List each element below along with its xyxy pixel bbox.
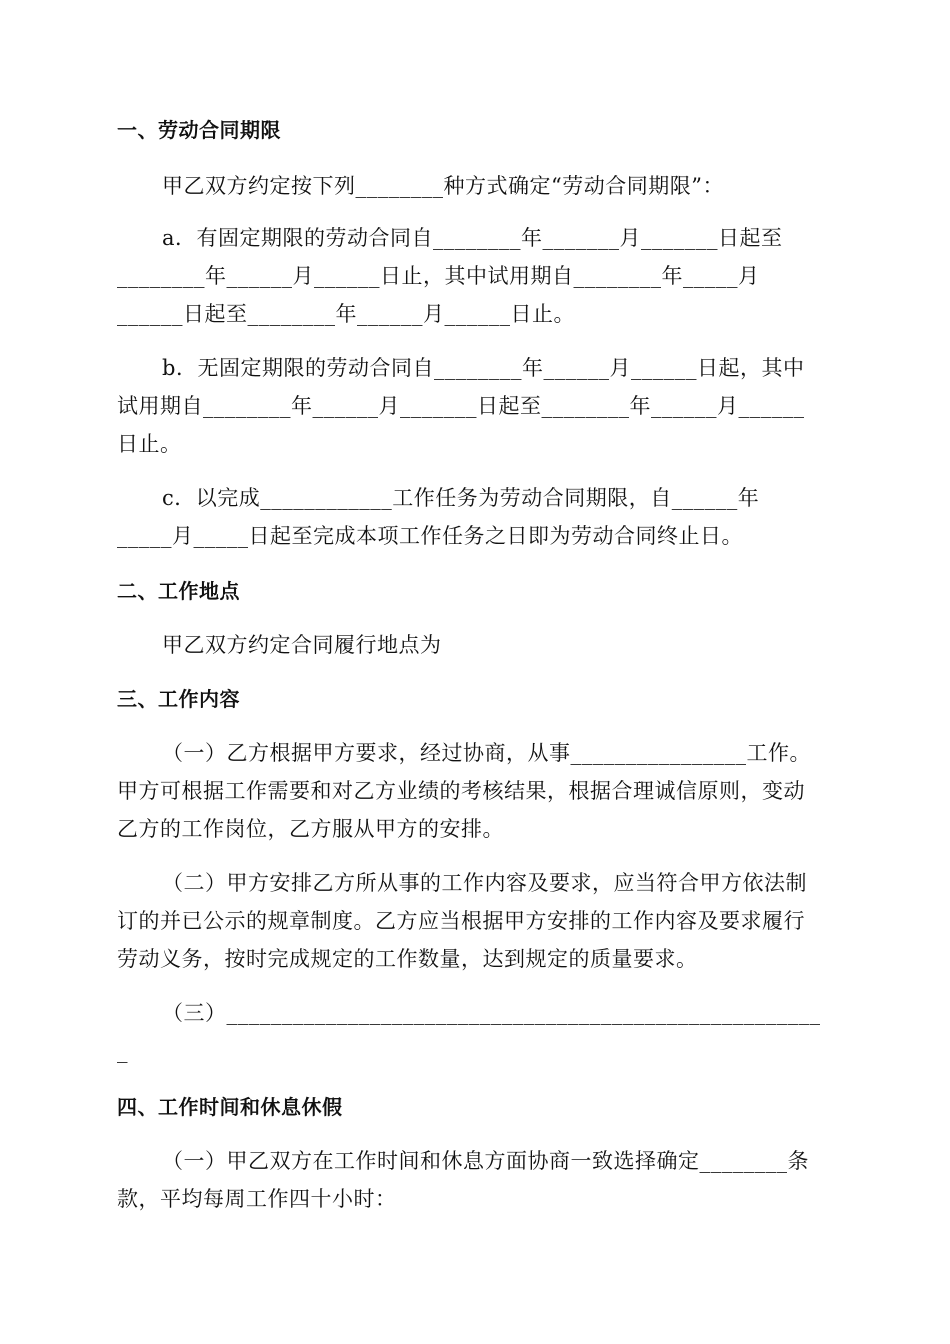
term-option-a-line-2: ________年______月______日止，其中试用期自________年_____月: [117, 264, 760, 288]
section-3-item-3-line-1: （三）______________________________________________________: [162, 1001, 821, 1025]
section-3-item-1-line-1: （一）乙方根据甲方要求，经过协商，从事________________工作。: [162, 741, 811, 765]
section-3-item-1-line-3: 乙方的工作岗位，乙方服从甲方的安排。: [117, 817, 504, 841]
section-4-item-1-line-2: 款，平均每周工作四十小时：: [117, 1187, 397, 1211]
section-3-heading: 三、工作内容: [117, 687, 240, 711]
term-option-a-line-1: a．有固定期限的劳动合同自________年_______月_______日起至: [162, 226, 783, 250]
section-2-heading: 二、工作地点: [117, 579, 240, 603]
section-3-item-3-line-2: _: [117, 1039, 128, 1063]
term-option-b-line-1: b．无固定期限的劳动合同自________年______月______日起，其中: [162, 356, 805, 380]
section-2-paragraph: 甲乙双方约定合同履行地点为: [162, 633, 442, 657]
term-option-c-line-1: c．以完成____________工作任务为劳动合同期限，自______年: [162, 486, 760, 510]
section-3-item-2-line-1: （二）甲方安排乙方所从事的工作内容及要求，应当符合甲方依法制: [162, 871, 807, 895]
term-option-c-line-2: _____月_____日起至完成本项工作任务之日即为劳动合同终止日。: [117, 524, 743, 548]
section-4-item-1-line-1: （一）甲乙双方在工作时间和休息方面协商一致选择确定________条: [162, 1149, 809, 1173]
term-option-a-line-3: ______日起至________年______月______日止。: [117, 302, 575, 326]
section-3-item-2-line-2: 订的并已公示的规章制度。乙方应当根据甲方安排的工作内容及要求履行: [117, 909, 805, 933]
section-3-item-1-line-2: 甲方可根据工作需要和对乙方业绩的考核结果，根据合理诚信原则，变动: [117, 779, 805, 803]
term-option-b-line-2: 试用期自________年______月_______日起至________年______月______: [117, 394, 805, 418]
term-option-b-line-3: 日止。: [117, 432, 182, 456]
section-3-item-2-line-3: 劳动义务，按时完成规定的工作数量，达到规定的质量要求。: [117, 947, 698, 971]
section-4-heading: 四、工作时间和休息休假: [117, 1095, 343, 1119]
section-1-paragraph: 甲乙双方约定按下列________种方式确定“劳动合同期限”：: [162, 174, 724, 198]
section-1-heading: 一、劳动合同期限: [117, 118, 281, 142]
